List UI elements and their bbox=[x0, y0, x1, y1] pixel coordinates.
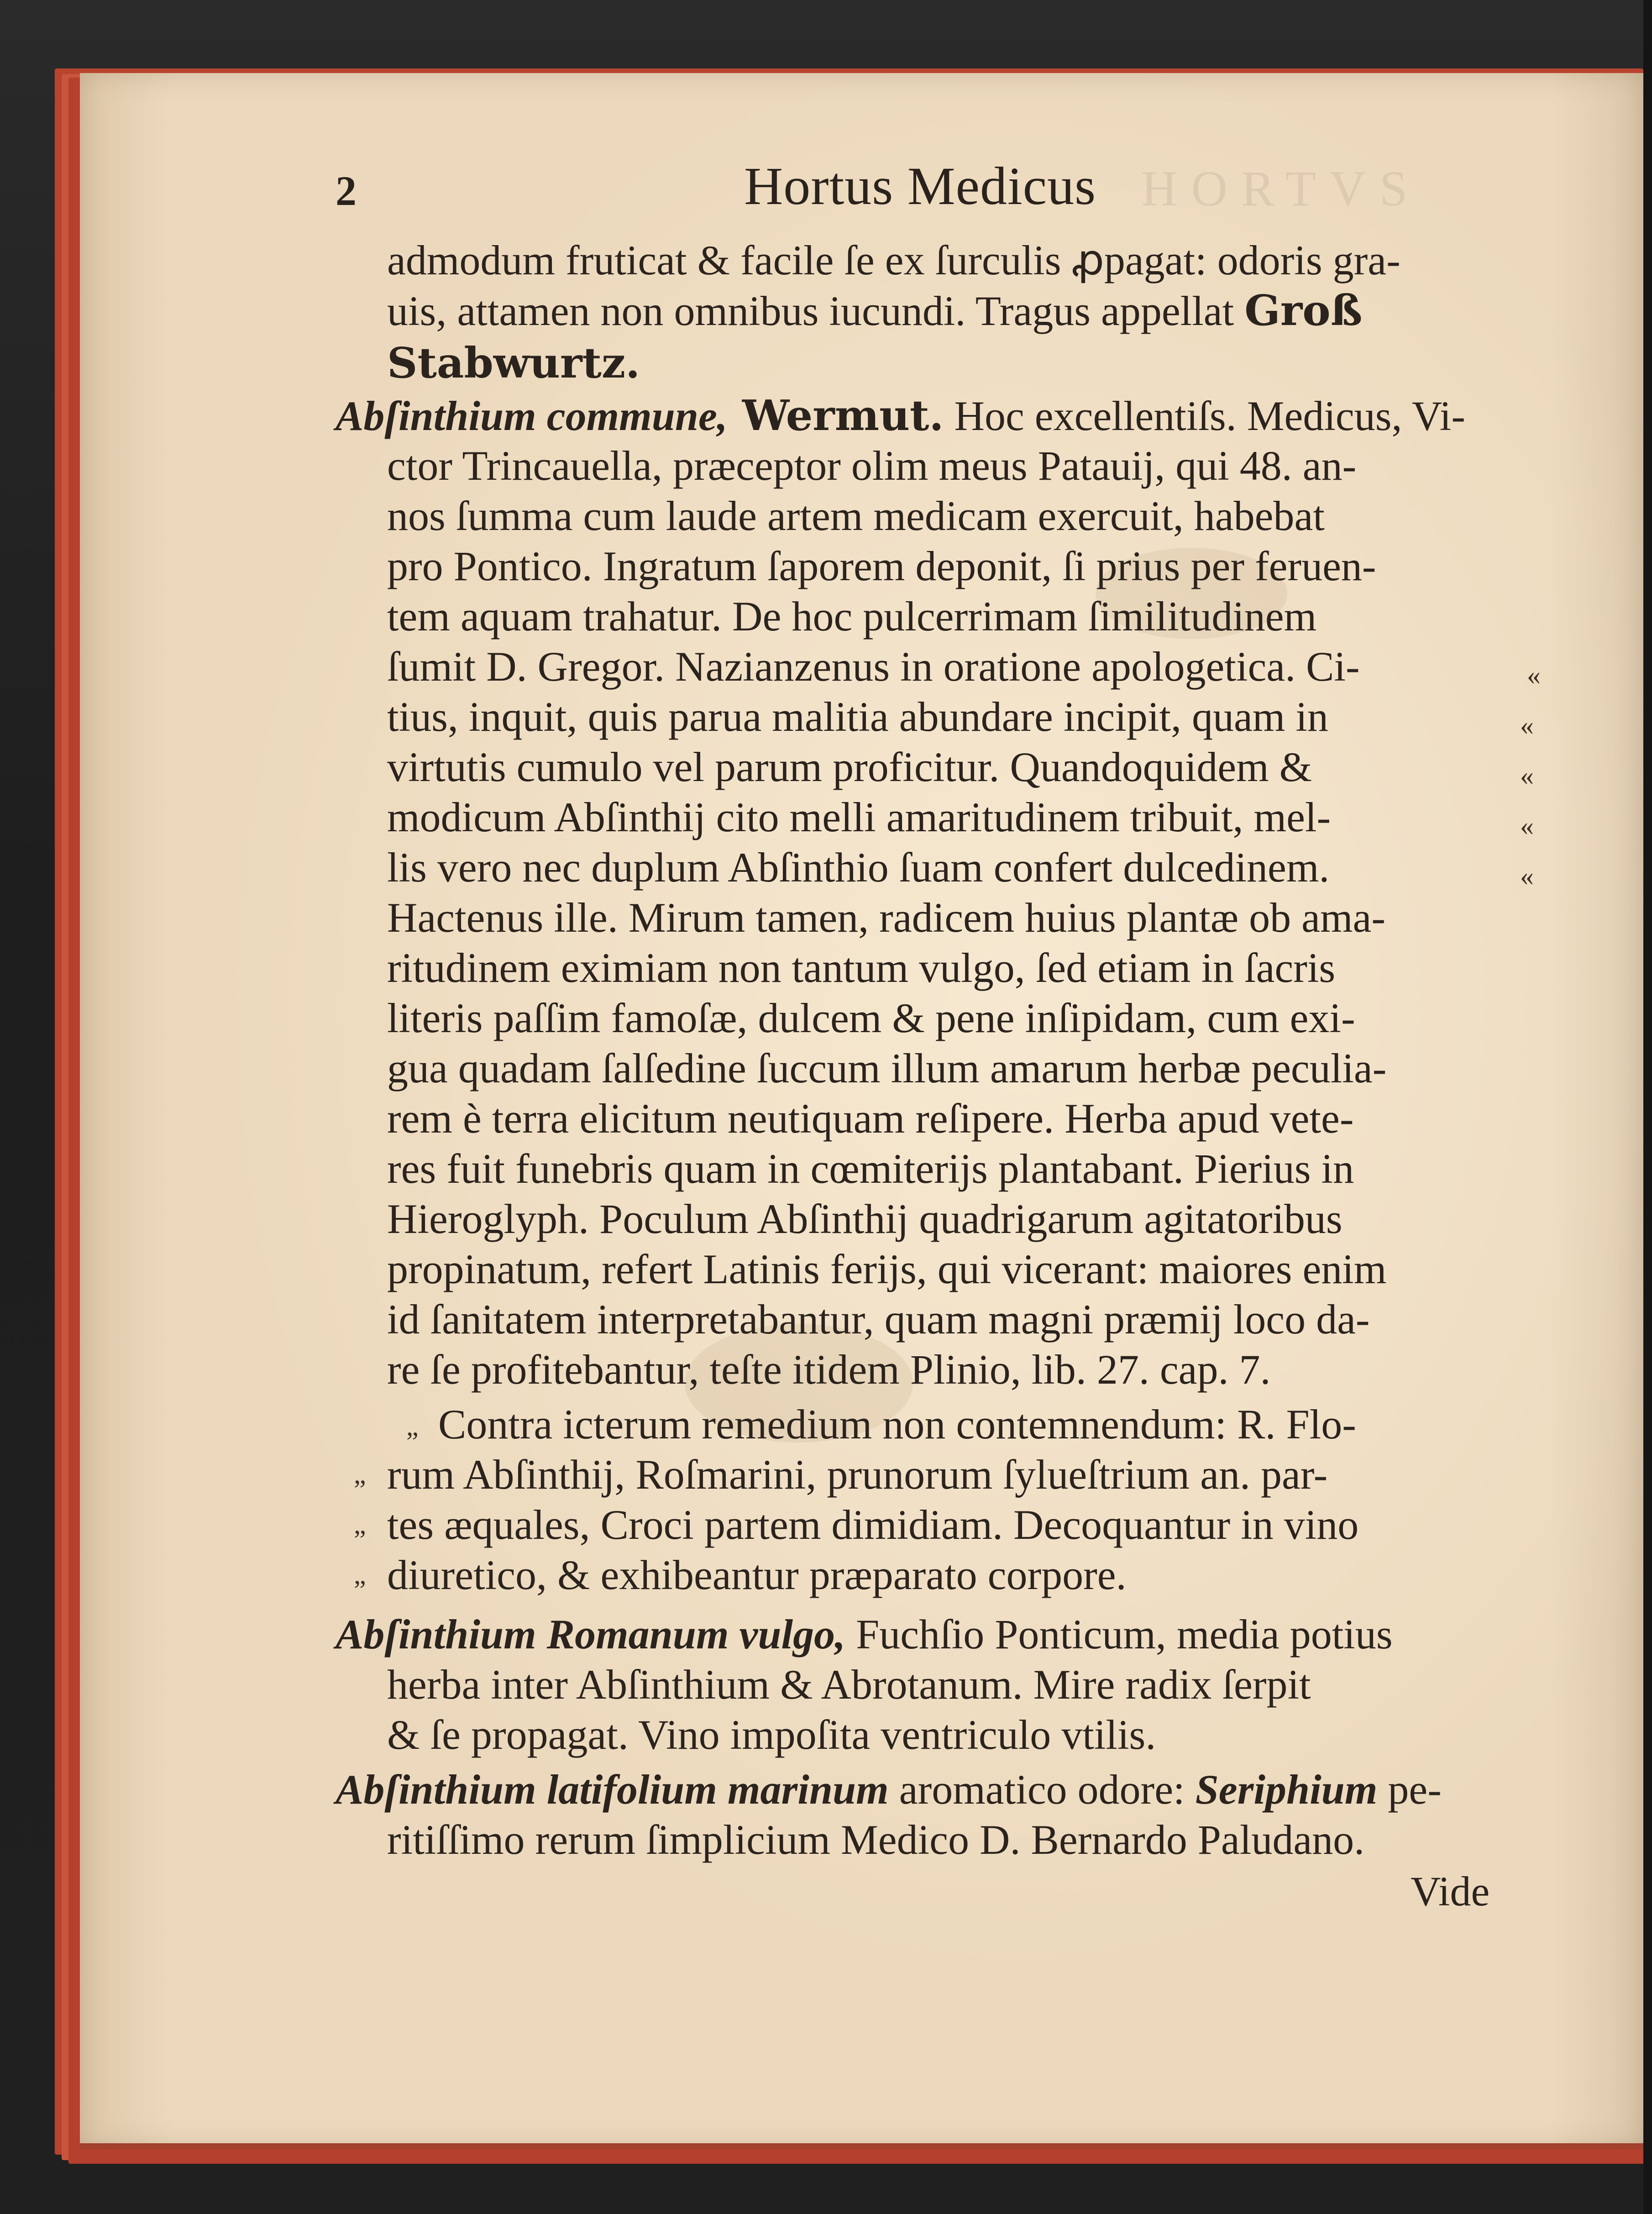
margin-quote-mark: „ bbox=[354, 1559, 366, 1590]
fraktur-term: Groß bbox=[1244, 286, 1363, 335]
text-line: pro Pontico. Ingratum ſaporem deponit, ſi prius per feruen- bbox=[387, 543, 1376, 589]
text-line: nos ſumma cum laude artem medicam exercuit, habebat bbox=[387, 493, 1325, 539]
fraktur-term: Wermut. bbox=[727, 391, 944, 440]
text-segment: Hoc excellentiſs. Medicus, Vi- bbox=[944, 393, 1465, 439]
text-line: modicum Abſinthij cito melli amaritudinem tribuit, mel- bbox=[387, 794, 1331, 840]
catchword: Vide bbox=[1411, 1868, 1490, 1915]
text-line: admodum fruticat & facile ſe ex ſurculis ꝓpagat: odoris gra- bbox=[387, 237, 1400, 283]
text-line-lemma bbox=[336, 1767, 1442, 1812]
margin-quote-mark: « bbox=[1520, 761, 1534, 791]
text-line: gua quadam ſalſedine ſuccum illum amarum herbæ peculia- bbox=[387, 1045, 1387, 1091]
running-head: Hortus Medicus bbox=[744, 156, 1096, 216]
text-line: tius, inquit, quis parua malitia abundare incipit, quam in bbox=[387, 693, 1328, 740]
text-line: rem è terra elicitum neutiquam reſipere. Herba apud vete- bbox=[387, 1095, 1354, 1142]
text-line-recipe: diuretico, & exhibeantur præparato corpore. bbox=[387, 1552, 1127, 1598]
text-line: Hactenus ille. Mirum tamen, radicem huius plantæ ob ama- bbox=[387, 894, 1385, 941]
scan-right-margin bbox=[1643, 0, 1652, 2214]
text-line: ritudinem eximiam non tantum vulgo, ſed etiam in ſacris bbox=[387, 944, 1336, 991]
text-line bbox=[387, 288, 1363, 334]
text-line: lis vero nec duplum Abſinthio ſuam confert dulcedinem. bbox=[387, 844, 1330, 891]
text-line: Stabwurtz. bbox=[387, 338, 640, 388]
bleed-through-text: HORTVS bbox=[1141, 161, 1421, 216]
text-line: & ſe propagat. Vino impoſita ventriculo vtilis. bbox=[387, 1711, 1156, 1758]
lemma: Abſinthium commune, bbox=[336, 393, 728, 439]
text-line: herba inter Abſinthium & Abrotanum. Mire radix ſerpit bbox=[387, 1661, 1311, 1708]
text-segment: aromatico odore: bbox=[888, 1766, 1196, 1813]
text-segment: uis, attamen non omnibus iucundi. Tragus appellat bbox=[387, 288, 1245, 334]
margin-quote-mark: « bbox=[1520, 811, 1534, 841]
text-segment: pe- bbox=[1377, 1766, 1442, 1813]
text-line-lemma bbox=[336, 393, 1465, 439]
text-line-recipe: rum Abſinthij, Roſmarini, prunorum ſylueſtrium an. par- bbox=[387, 1451, 1328, 1498]
text-line: tem aquam trahatur. De hoc pulcerrimam ſimilitudinem bbox=[387, 593, 1317, 640]
text-line-lemma bbox=[336, 1611, 1393, 1657]
margin-quote-mark: « bbox=[1520, 861, 1534, 891]
margin-quote-mark: „ bbox=[406, 1411, 419, 1441]
text-line: virtutis cumulo vel parum proficitur. Quandoquidem & bbox=[387, 744, 1312, 790]
page-number: 2 bbox=[336, 168, 357, 214]
text-line: ctor Trincauella, præceptor olim meus Patauij, qui 48. an- bbox=[387, 442, 1357, 489]
page-bottom-edge bbox=[80, 2143, 1643, 2150]
text-line-recipe: tes æquales, Croci partem dimidiam. Decoquantur in vino bbox=[387, 1501, 1359, 1548]
lemma: Abſinthium Romanum vulgo, bbox=[336, 1611, 846, 1658]
text-segment: Fuchſio Ponticum, media potius bbox=[845, 1611, 1393, 1658]
text-line: ſumit D. Gregor. Nazianzenus in oratione apologetica. Ci- bbox=[387, 643, 1360, 690]
text-line: ritiſſimo rerum ſimplicium Medico D. Bernardo Paludano. bbox=[387, 1816, 1365, 1863]
margin-quote-mark: « bbox=[1527, 660, 1541, 690]
text-line: re ſe profitebantur, teſte itidem Plinio, lib. 27. cap. 7. bbox=[387, 1346, 1271, 1393]
italic-term: Seriphium bbox=[1195, 1766, 1378, 1813]
text-line-recipe: Contra icterum remedium non contemnendum: R. Flo- bbox=[438, 1401, 1356, 1448]
text-line: literis paſſim famoſæ, dulcem & pene inſipidam, cum exi- bbox=[387, 995, 1355, 1041]
text-line: Hieroglyph. Poculum Abſinthij quadrigarum agitatoribus bbox=[387, 1196, 1343, 1242]
margin-quote-mark: „ bbox=[354, 1509, 366, 1539]
text-line: res fuit funebris quam in cœmiterijs plantabant. Pierius in bbox=[387, 1145, 1354, 1192]
text-line: propinatum, refert Latinis ferijs, qui vicerant: maiores enim bbox=[387, 1246, 1387, 1292]
text-line: id ſanitatem interpretabantur, quam magni præmij loco da- bbox=[387, 1296, 1370, 1343]
lemma: Abſinthium latifolium marinum bbox=[336, 1766, 889, 1813]
margin-quote-mark: « bbox=[1520, 710, 1534, 740]
margin-quote-mark: „ bbox=[354, 1459, 366, 1489]
